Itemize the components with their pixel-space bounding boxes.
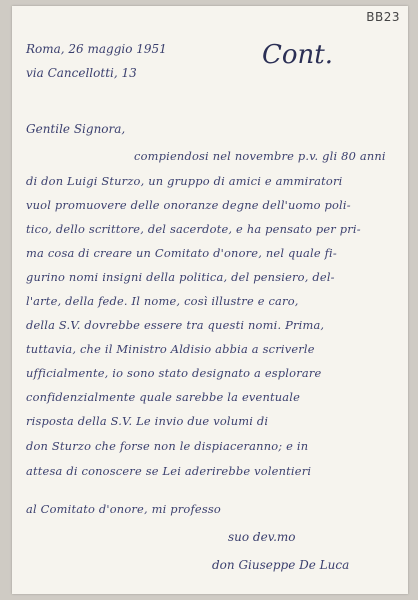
body-line: gurino nomi insigni della politica, del pensiero, del- [26,270,335,284]
signature: don Giuseppe De Luca [212,558,350,572]
address: via Cancellotti, 13 [26,66,137,80]
body-line: attesa di conoscere se Lei aderirebbe volentieri [26,464,312,478]
body-line: ma cosa di creare un Comitato d'onore, nel quale fi- [26,246,337,260]
body-line: l'arte, della fede. Il nome, così illustre e caro, [26,294,299,308]
place-date: Roma, 26 maggio 1951 [26,42,167,56]
body-line: tuttavia, che il Ministro Aldisio abbia a scriverle [26,342,315,356]
salutation: Gentile Signora, [26,122,126,136]
body-line: vuol promuovere delle onoranze degne dell'uomo poli- [26,198,351,212]
archive-code: BB23 [366,10,400,24]
body-line: della S.V. dovrebbe essere tra questi nomi. Prima, [26,318,325,332]
letter-page [12,6,408,594]
body-line: don Sturzo che forse non le dispiaceranno; e in [26,439,309,453]
closing: suo dev.mo [228,530,296,544]
corner-annotation: Cont. [262,40,334,70]
body-line: risposta della S.V. Le invio due volumi di [26,414,269,428]
body-line: compiendosi nel novembre p.v. gli 80 anni [134,149,386,163]
body-line: di don Luigi Sturzo, un gruppo di amici e ammiratori [26,174,343,188]
body-line: ufficialmente, io sono stato designato a esplorare [26,366,322,380]
body-line: confidenzialmente quale sarebbe la eventuale [26,390,301,404]
body-line: al Comitato d'onore, mi professo [26,502,221,516]
body-line: tico, dello scrittore, del sacerdote, e ha pensato per pri- [26,222,361,236]
